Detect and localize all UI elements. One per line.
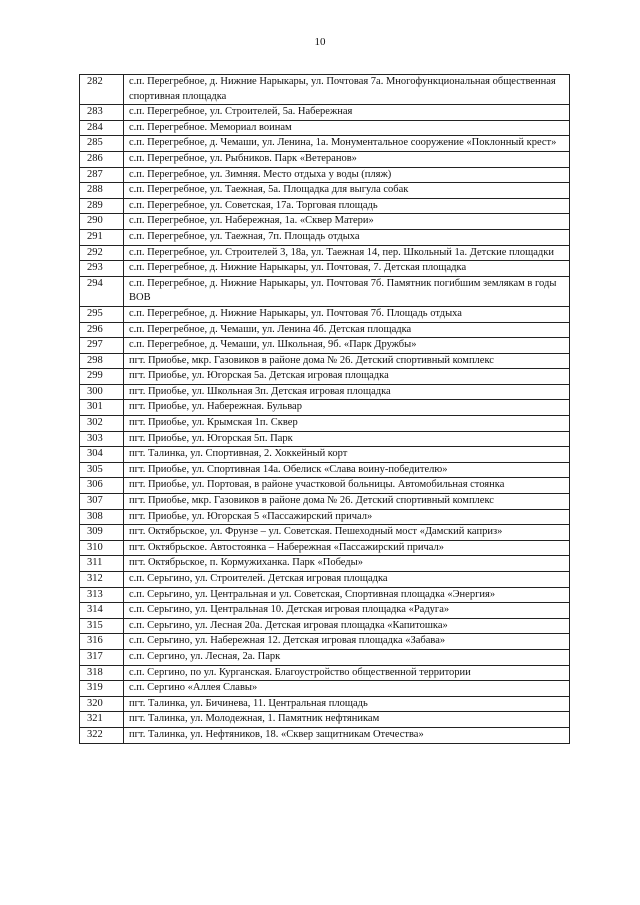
table-row	[80, 167, 570, 183]
table-row	[80, 431, 570, 447]
row-number: 305	[80, 462, 124, 478]
table-row	[80, 634, 570, 650]
table-row	[80, 400, 570, 416]
table-row	[80, 416, 570, 432]
table-row	[80, 572, 570, 588]
row-number: 302	[80, 416, 124, 432]
row-description: с.п. Перегребное, ул. Таежная, 7п. Площадь отдыха	[124, 229, 570, 245]
row-description: пгт. Приобье, мкр. Газовиков в районе дома № 26. Детский спортивный комплекс	[124, 353, 570, 369]
table-row	[80, 587, 570, 603]
row-description: пгт. Приобье, ул. Югорская 5а. Детская игровая площадка	[124, 369, 570, 385]
table-row	[80, 136, 570, 152]
row-description: с.п. Перегребное, ул. Таежная, 5а. Площадка для выгула собак	[124, 183, 570, 199]
row-description: пгт. Приобье, ул. Югорская 5 «Пассажирский причал»	[124, 509, 570, 525]
row-number: 294	[80, 276, 124, 306]
row-description: с.п. Перегребное, д. Нижние Нарыкары, ул. Почтовая 7б. Памятник погибшим землякам в годы ВОВ	[124, 276, 570, 306]
table-row	[80, 338, 570, 354]
table-row	[80, 151, 570, 167]
table-row	[80, 353, 570, 369]
row-number: 287	[80, 167, 124, 183]
row-number: 290	[80, 214, 124, 230]
row-number: 293	[80, 261, 124, 277]
row-number: 289	[80, 198, 124, 214]
row-number: 313	[80, 587, 124, 603]
row-number: 296	[80, 322, 124, 338]
row-description: с.п. Серьгино, ул. Лесная 20а. Детская игровая площадка «Капитошка»	[124, 618, 570, 634]
row-description: пгт. Талинка, ул. Бичинева, 11. Центральная площадь	[124, 696, 570, 712]
table-row	[80, 447, 570, 463]
table-row	[80, 525, 570, 541]
table-row	[80, 681, 570, 697]
table-row	[80, 229, 570, 245]
row-description: с.п. Перегребное, д. Нижние Нарыкары, ул. Почтовая 7б. Площадь отдыха	[124, 306, 570, 322]
row-description: пгт. Приобье, мкр. Газовиков в районе дома № 26. Детский спортивный комплекс	[124, 494, 570, 510]
table-row	[80, 384, 570, 400]
table-row	[80, 306, 570, 322]
row-description: с.п. Перегребное, ул. Строителей, 5а. Набережная	[124, 105, 570, 121]
page-number: 10	[314, 36, 326, 48]
row-description: с.п. Перегребное, ул. Строителей 3, 18а, ул. Таежная 14, пер. Школьный 1а. Детские площадки	[124, 245, 570, 261]
row-description: пгт. Приобье, ул. Набережная. Бульвар	[124, 400, 570, 416]
row-number: 298	[80, 353, 124, 369]
table-row	[80, 183, 570, 199]
row-description: с.п. Перегребное, д. Чемаши, ул. Ленина, 1а. Монументальное сооружение «Поклонный крест»	[124, 136, 570, 152]
row-description: пгт. Талинка, ул. Нефтяников, 18. «Сквер защитникам Отечества»	[124, 727, 570, 743]
row-number: 309	[80, 525, 124, 541]
table-row	[80, 261, 570, 277]
row-number: 319	[80, 681, 124, 697]
row-description: пгт. Приобье, ул. Портовая, в районе участковой больницы. Автомобильная стоянка	[124, 478, 570, 494]
row-number: 306	[80, 478, 124, 494]
table-row	[80, 322, 570, 338]
row-number: 310	[80, 540, 124, 556]
row-number: 321	[80, 712, 124, 728]
row-number: 284	[80, 120, 124, 136]
table-row	[80, 712, 570, 728]
row-number: 307	[80, 494, 124, 510]
registry-table	[79, 74, 570, 744]
table-row	[80, 603, 570, 619]
row-number: 318	[80, 665, 124, 681]
table-row	[80, 198, 570, 214]
row-number: 316	[80, 634, 124, 650]
row-description: пгт. Приобье, ул. Югорская 5п. Парк	[124, 431, 570, 447]
row-number: 283	[80, 105, 124, 121]
row-number: 282	[80, 75, 124, 105]
table-row	[80, 245, 570, 261]
row-description: с.п. Перегребное, ул. Зимняя. Место отдыха у воды (пляж)	[124, 167, 570, 183]
row-description: с.п. Серьгино, ул. Центральная 10. Детская игровая площадка «Радуга»	[124, 603, 570, 619]
table-row	[80, 75, 570, 105]
row-number: 299	[80, 369, 124, 385]
table-row	[80, 618, 570, 634]
table-row	[80, 540, 570, 556]
table-row	[80, 494, 570, 510]
row-number: 317	[80, 649, 124, 665]
table-row	[80, 696, 570, 712]
row-description: пгт. Талинка, ул. Спортивная, 2. Хоккейный корт	[124, 447, 570, 463]
row-number: 292	[80, 245, 124, 261]
row-number: 300	[80, 384, 124, 400]
row-description: пгт. Приобье, ул. Спортивная 14а. Обелиск «Слава воину-победителю»	[124, 462, 570, 478]
table-row	[80, 649, 570, 665]
row-description: с.п. Перегребное, д. Чемаши, ул. Ленина 4б. Детская площадка	[124, 322, 570, 338]
row-description: с.п. Перегребное, ул. Набережная, 1а. «Сквер Матери»	[124, 214, 570, 230]
row-description: пгт. Талинка, ул. Молодежная, 1. Памятник нефтяникам	[124, 712, 570, 728]
row-number: 304	[80, 447, 124, 463]
row-description: с.п. Перегребное, д. Чемаши, ул. Школьная, 9б. «Парк Дружбы»	[124, 338, 570, 354]
table-row	[80, 214, 570, 230]
row-description: с.п. Серьгино, ул. Набережная 12. Детская игровая площадка «Забава»	[124, 634, 570, 650]
row-number: 312	[80, 572, 124, 588]
row-number: 320	[80, 696, 124, 712]
table-body	[80, 75, 570, 744]
row-number: 303	[80, 431, 124, 447]
table-row	[80, 665, 570, 681]
row-description: пгт. Октябрьское, п. Кормужиханка. Парк «Победы»	[124, 556, 570, 572]
row-number: 286	[80, 151, 124, 167]
table-row	[80, 509, 570, 525]
table-row	[80, 478, 570, 494]
row-description: пгт. Октябрьское, ул. Фрунзе – ул. Советская. Пешеходный мост «Дамский каприз»	[124, 525, 570, 541]
row-number: 295	[80, 306, 124, 322]
table-row	[80, 369, 570, 385]
row-description: с.п. Сергино «Аллея Славы»	[124, 681, 570, 697]
row-description: с.п. Серьгино, ул. Строителей. Детская игровая площадка	[124, 572, 570, 588]
row-description: с.п. Серьгино, ул. Центральная и ул. Советская, Спортивная площадка «Энергия»	[124, 587, 570, 603]
row-description: с.п. Перегребное. Мемориал воинам	[124, 120, 570, 136]
table-row	[80, 105, 570, 121]
row-number: 315	[80, 618, 124, 634]
table-row	[80, 462, 570, 478]
row-number: 297	[80, 338, 124, 354]
table-row	[80, 556, 570, 572]
row-description: с.п. Сергино, ул. Лесная, 2а. Парк	[124, 649, 570, 665]
row-description: с.п. Перегребное, ул. Рыбников. Парк «Ветеранов»	[124, 151, 570, 167]
row-description: пгт. Октябрьское. Автостоянка – Набережная «Пассажирский причал»	[124, 540, 570, 556]
row-number: 311	[80, 556, 124, 572]
row-description: пгт. Приобье, ул. Крымская 1п. Сквер	[124, 416, 570, 432]
row-number: 322	[80, 727, 124, 743]
row-description: с.п. Перегребное, д. Нижние Нарыкары, ул. Почтовая 7а. Многофункциональная общественная спортивная площадка	[124, 75, 570, 105]
table-row	[80, 120, 570, 136]
row-description: с.п. Перегребное, ул. Советская, 17а. Торговая площадь	[124, 198, 570, 214]
row-number: 308	[80, 509, 124, 525]
row-number: 285	[80, 136, 124, 152]
row-number: 288	[80, 183, 124, 199]
table-row	[80, 727, 570, 743]
row-description: с.п. Сергино, по ул. Курганская. Благоустройство общественной территории	[124, 665, 570, 681]
row-number: 301	[80, 400, 124, 416]
table-row	[80, 276, 570, 306]
row-number: 291	[80, 229, 124, 245]
row-description: с.п. Перегребное, д. Нижние Нарыкары, ул. Почтовая, 7. Детская площадка	[124, 261, 570, 277]
row-description: пгт. Приобье, ул. Школьная 3п. Детская игровая площадка	[124, 384, 570, 400]
row-number: 314	[80, 603, 124, 619]
